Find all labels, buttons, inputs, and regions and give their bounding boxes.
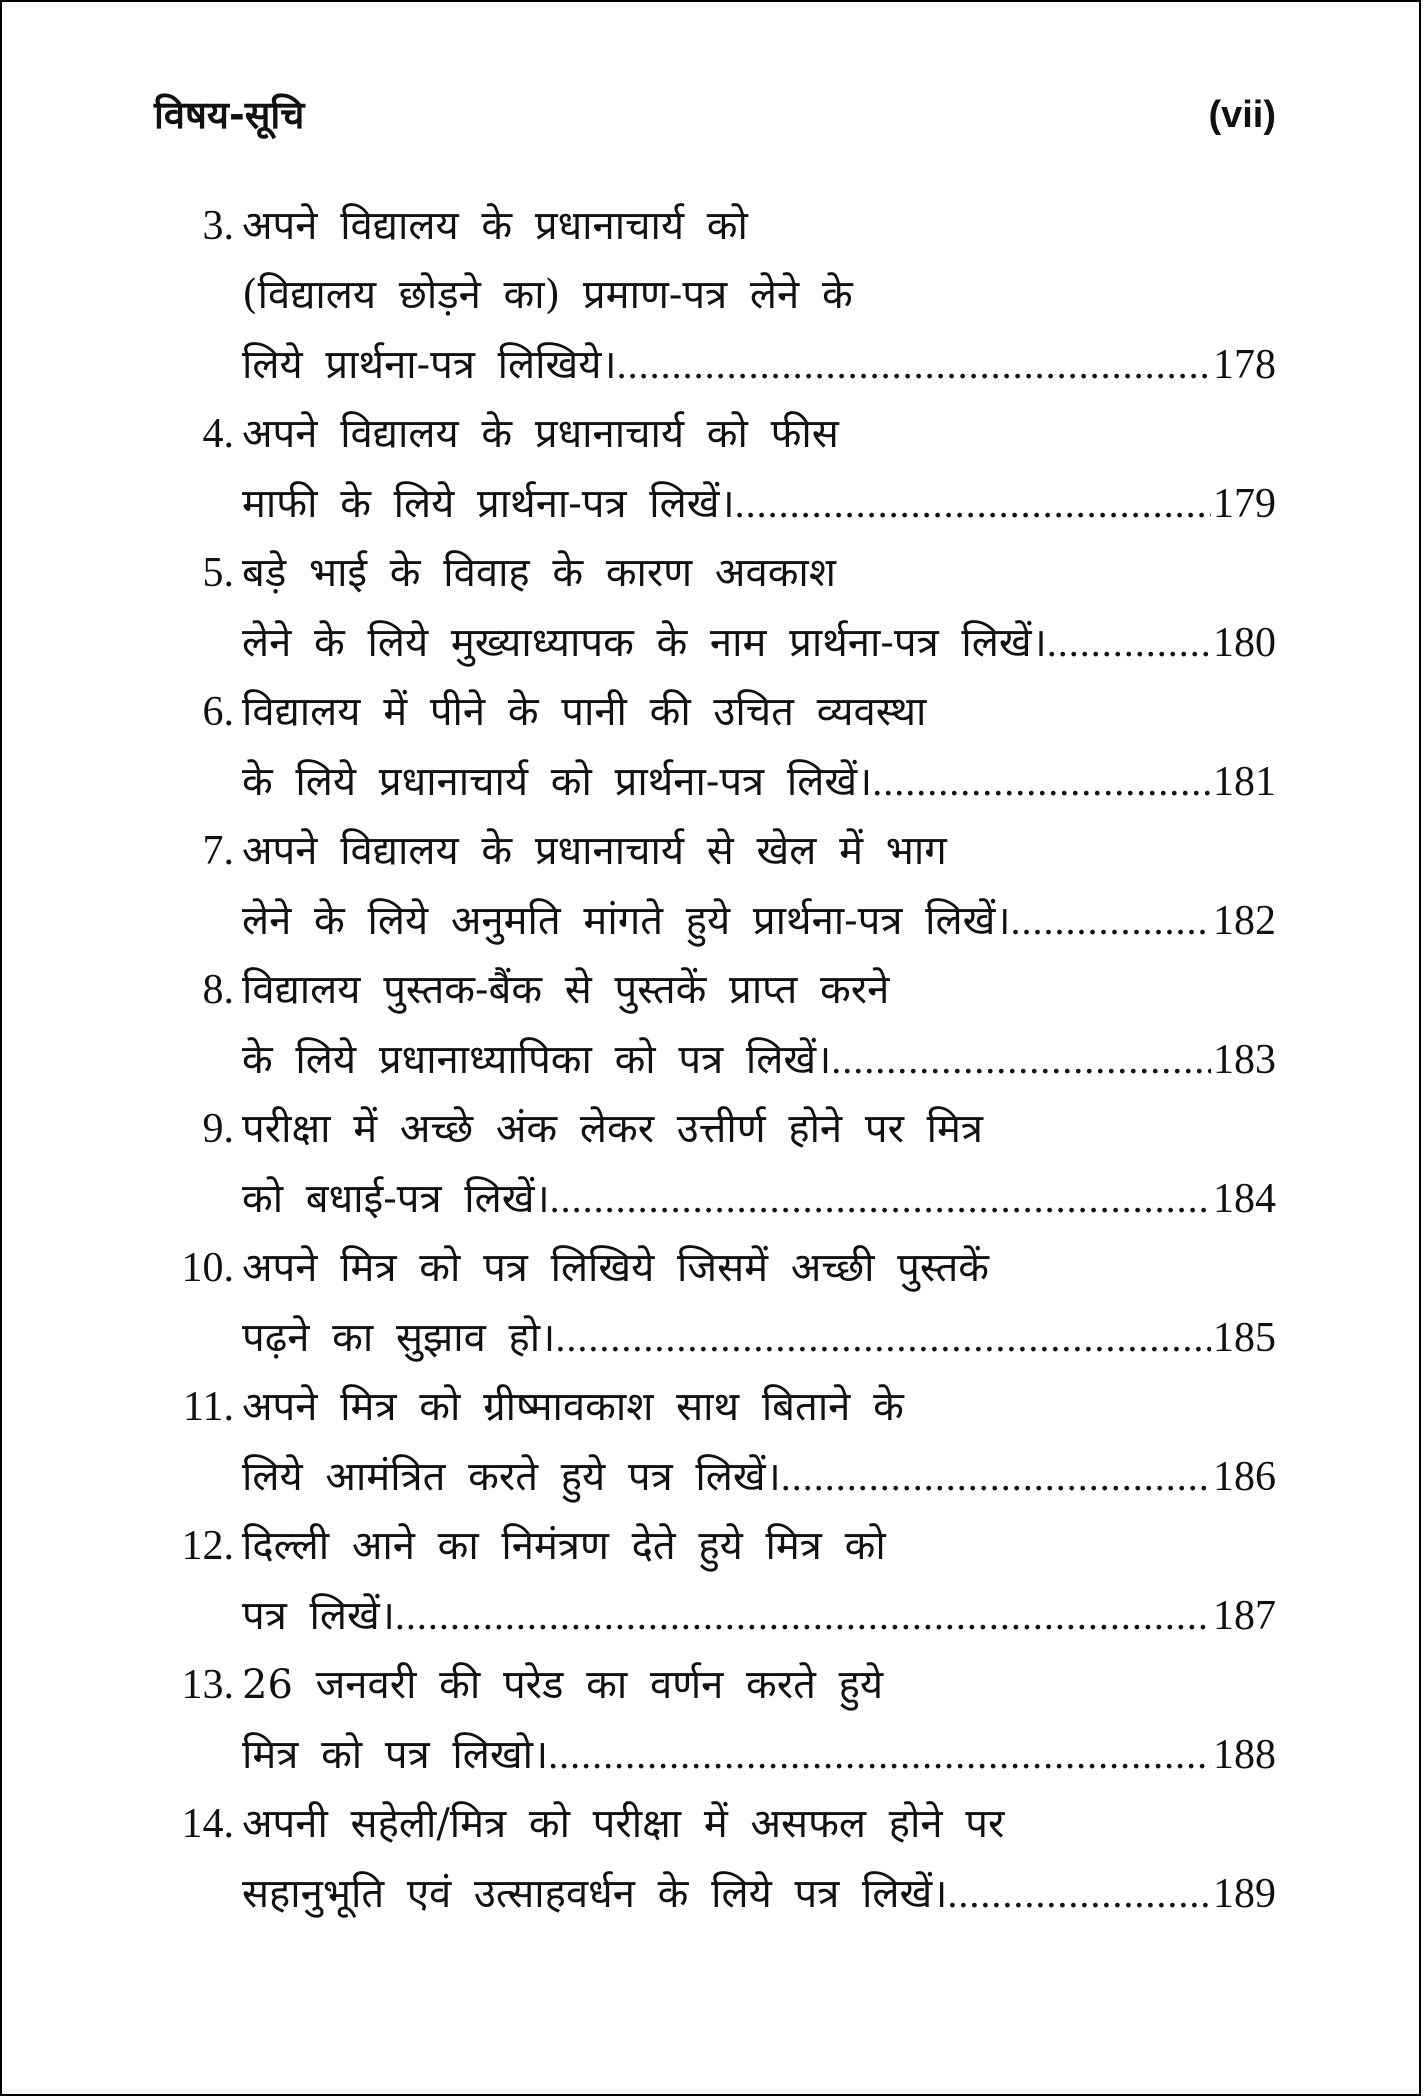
entry-text-line: विद्यालय में पीने के पानी की उचित व्यवस्था	[242, 689, 927, 735]
entry-text-line: परीक्षा में अच्छे अंक लेकर उत्तीर्ण होने पर मित्र	[242, 1106, 983, 1152]
entry-last-line	[242, 1025, 1276, 1095]
entry-text-line: अपने विद्यालय के प्रधानाचार्य को	[242, 203, 748, 249]
entry-last-line	[242, 608, 1276, 678]
entry-last-line	[242, 886, 1276, 956]
toc-entry	[152, 1234, 1276, 1373]
entry-text-line: माफी के लिये प्रार्थना-पत्र लिखें।	[242, 481, 735, 527]
toc-entry	[152, 1512, 1276, 1651]
entry-text-line: के लिये प्रधानाचार्य को प्रार्थना-पत्र लिखें।	[242, 759, 873, 805]
page-number: (vii)	[1208, 94, 1276, 136]
entry-page-number: 184	[1213, 1176, 1276, 1222]
entry-page-number: 186	[1213, 1454, 1276, 1500]
entry-number: 14.	[181, 1801, 234, 1847]
entry-text-line: के लिये प्रधानाध्यापिका को पत्र लिखें।	[242, 1037, 832, 1083]
entry-text-line: अपने विद्यालय के प्रधानाचार्य से खेल में भाग	[242, 828, 947, 874]
toc-entry	[152, 817, 1276, 956]
toc-entry	[152, 956, 1276, 1095]
dot-leader	[1047, 608, 1211, 677]
toc-entry	[152, 192, 1276, 400]
entry-text-line: को बधाई-पत्र लिखें।	[242, 1176, 550, 1222]
page-header	[154, 90, 1276, 140]
entry-page-number: 180	[1213, 620, 1276, 666]
entry-last-line	[242, 1859, 1276, 1929]
entry-text-line: 26 जनवरी की परेड का वर्णन करते हुये	[242, 1662, 884, 1708]
entry-number: 12.	[181, 1523, 234, 1569]
entry-page-number: 185	[1213, 1315, 1276, 1361]
toc-entry	[152, 1790, 1276, 1929]
toc-entry	[152, 1095, 1276, 1234]
dot-leader	[555, 1303, 1211, 1372]
entry-text-line: बड़े भाई के विवाह के कारण अवकाश	[242, 550, 836, 596]
entry-page-number: 187	[1213, 1593, 1276, 1639]
entry-text-line: मित्र को पत्र लिखो।	[242, 1732, 549, 1778]
entry-last-line	[242, 330, 1276, 400]
entry-last-line	[242, 1720, 1276, 1790]
dot-leader	[617, 330, 1211, 399]
entry-number: 9.	[202, 1106, 234, 1152]
entry-number: 10.	[181, 1245, 234, 1291]
entry-number: 6.	[202, 689, 234, 735]
dot-leader	[735, 469, 1211, 538]
entry-page-number: 189	[1213, 1871, 1276, 1917]
dot-leader	[947, 1859, 1211, 1928]
entry-page-number: 178	[1213, 342, 1276, 388]
entry-text-line: लिये आमंत्रित करते हुये पत्र लिखें।	[242, 1454, 781, 1500]
entry-text-line: पत्र लिखें।	[242, 1593, 395, 1639]
entry-text-line: सहानुभूति एवं उत्साहवर्धन के लिये पत्र लिखें।	[242, 1871, 948, 1917]
entry-page-number: 179	[1213, 481, 1276, 527]
toc-entry	[152, 1373, 1276, 1512]
entry-text-line: अपनी सहेली/मित्र को परीक्षा में असफल होने पर	[242, 1801, 1005, 1847]
entry-text-line: (विद्यालय छोड़ने का) प्रमाण-पत्र लेने के	[242, 272, 853, 318]
entry-number: 11.	[183, 1384, 234, 1430]
entry-number: 7.	[202, 828, 234, 874]
section-title: विषय-सूचि	[154, 93, 305, 137]
entry-page-number: 182	[1213, 898, 1276, 944]
entry-text-line: विद्यालय पुस्तक-बैंक से पुस्तकें प्राप्त करने	[242, 967, 890, 1013]
entry-text-line: अपने मित्र को पत्र लिखिये जिसमें अच्छी पुस्तकें	[242, 1245, 989, 1291]
entry-page-number: 183	[1213, 1037, 1276, 1083]
entry-last-line	[242, 1303, 1276, 1373]
dot-leader	[1011, 886, 1211, 955]
entry-last-line	[242, 747, 1276, 817]
entry-last-line	[242, 1442, 1276, 1512]
dot-leader	[781, 1442, 1211, 1511]
entry-last-line	[242, 1164, 1276, 1234]
entry-text-line: अपने विद्यालय के प्रधानाचार्य को फीस	[242, 411, 839, 457]
entry-page-number: 181	[1213, 759, 1276, 805]
dot-leader	[831, 1025, 1211, 1094]
entry-text-line: लेने के लिये मुख्याध्यापक के नाम प्रार्थना-पत्र लिखें।	[242, 620, 1047, 666]
dot-leader	[872, 747, 1211, 816]
entry-number: 5.	[202, 550, 234, 596]
entry-text-line: लिये प्रार्थना-पत्र लिखिये।	[242, 342, 617, 388]
entry-last-line	[242, 469, 1276, 539]
entry-number: 3.	[202, 203, 234, 249]
entry-number: 8.	[202, 967, 234, 1013]
entry-last-line	[242, 1581, 1276, 1651]
toc-entry	[152, 1651, 1276, 1790]
toc-entry	[152, 678, 1276, 817]
entry-number: 4.	[202, 411, 234, 457]
entry-text-line: लेने के लिये अनुमति मांगते हुये प्रार्थना-पत्र लिखें।	[242, 898, 1011, 944]
dot-leader	[548, 1720, 1211, 1789]
entry-number: 13.	[181, 1662, 234, 1708]
entry-text-line: दिल्ली आने का निमंत्रण देते हुये मित्र को	[242, 1523, 886, 1569]
entry-page-number: 188	[1213, 1732, 1276, 1778]
toc-entry	[152, 400, 1276, 539]
toc-entry	[152, 539, 1276, 678]
table-of-contents	[152, 192, 1276, 1929]
dot-leader	[395, 1581, 1211, 1650]
dot-leader	[550, 1164, 1211, 1233]
entry-text-line: पढ़ने का सुझाव हो।	[242, 1315, 556, 1361]
entry-text-line: अपने मित्र को ग्रीष्मावकाश साथ बिताने के	[242, 1384, 904, 1430]
